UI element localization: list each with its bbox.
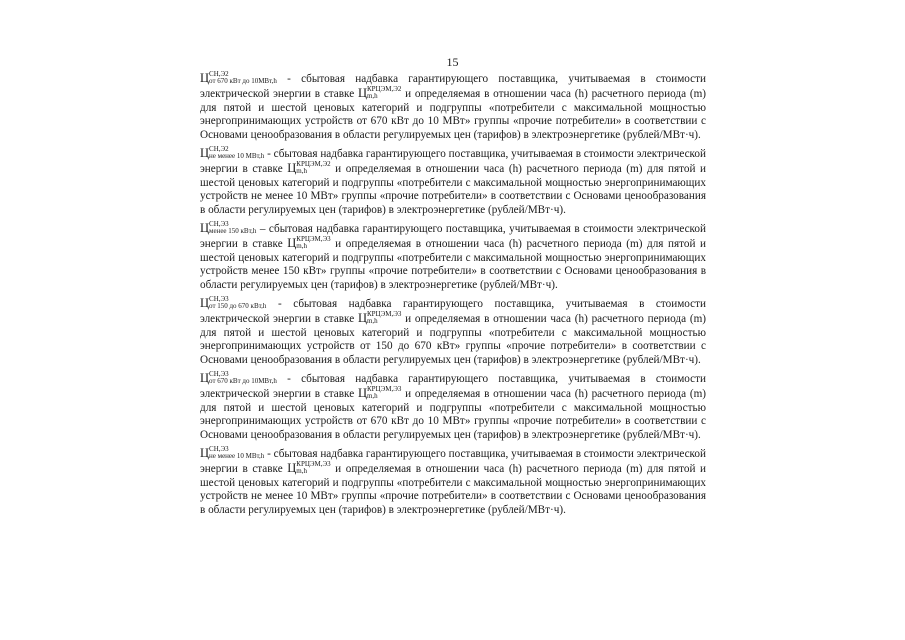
symbol-superscript: СН,Э3 [209, 445, 229, 454]
symbol-superscript: СН,Э3 [209, 295, 229, 304]
symbol-base: Ц [200, 71, 210, 85]
symbol-subscript: менее 150 кВт,h [209, 227, 257, 236]
rate-superscript: КРЦЭМ,Э3 [366, 310, 402, 319]
symbol-base: Ц [200, 145, 210, 160]
definition-paragraph-4 [200, 297, 706, 368]
rate-symbol [358, 87, 401, 102]
markup-symbol [200, 297, 266, 312]
rate-subscript: m,h [296, 167, 307, 176]
symbol-superscript: СН,Э2 [209, 145, 229, 154]
symbol-subscript: не менее 10 МВт,h [209, 152, 265, 161]
definition-text-end: и определяемая в отношении часа (h) расчетного периода (m) для пятой и шестой ценовых категорий и подгруппы «потребители с максимальной мощностью энергопринимающих устройств от 150 до 670 кВт» группы «прочие потребители» в соответствии с Основами ценообразования в области регулируемых цен (тарифов) в электроэнергетике (рублей/МВт·ч). [200, 312, 706, 367]
symbol-superscript: СН,Э3 [209, 220, 229, 229]
rate-subscript: m,h [296, 467, 307, 476]
definition-paragraph-6 [200, 447, 706, 518]
definition-text-end: и определяемая в отношении часа (h) расчетного периода (m) для пятой и шестой ценовых категорий и подгруппы «потребители с максимальной мощностью энергопринимающих устройств менее 150 кВт» группы «прочие потребители» в соответствии с Основами ценообразования в области регулируемых цен (тарифов) в электроэнергетике (рублей/МВт·ч). [200, 237, 706, 292]
definition-text-start: - сбытовая надбавка гарантирующего поставщика, учитываемая в стоимости электрической энергии в ставке [200, 447, 706, 475]
definition-paragraph-1 [200, 72, 706, 143]
definition-paragraph-5 [200, 372, 706, 443]
symbol-superscript: СН,Э3 [209, 370, 229, 379]
definition-text-start: - сбытовая надбавка гарантирующего поставщика, учитываемая в стоимости электрической энергии в ставке [200, 372, 706, 400]
document-body [200, 72, 706, 522]
symbol-subscript: от 150 до 670 кВт,h [209, 302, 267, 311]
markup-symbol [200, 147, 264, 162]
markup-symbol [200, 222, 256, 237]
definition-text-start: - сбытовая надбавка гарантирующего поставщика, учитываемая в стоимости электрической энергии в ставке [200, 147, 706, 175]
rate-symbol [287, 462, 330, 477]
markup-symbol [200, 372, 277, 387]
definition-text-end: и определяемая в отношении часа (h) расчетного периода (m) для пятой и шестой ценовых категорий и подгруппы «потребители с максимальной мощностью энергопринимающих устройств не менее 10 МВт» группы «прочие потребители» в соответствии с Основами ценообразования в области регулируемых цен (тарифов) в электроэнергетике (рублей/МВт·ч). [200, 162, 706, 217]
symbol-superscript: СН,Э2 [209, 70, 229, 79]
rate-superscript: КРЦЭМ,Э2 [296, 160, 331, 169]
page-number: 15 [446, 55, 459, 69]
definition-text-end: и определяемая в отношении часа (h) расчетного периода (m) для пятой и шестой ценовых категорий и подгруппы «потребители с максимальной мощностью энергопринимающих устройств от 670 кВт до 10 МВт» группы «прочие потребители» в соответствии с Основами ценообразования в области регулируемых цен (тарифов) в электроэнергетике (рублей/МВт·ч). [200, 87, 706, 142]
rate-subscript: m,h [366, 92, 378, 101]
definition-text-start: - сбытовая надбавка гарантирующего поставщика, учитываемая в стоимости электрической энергии в ставке [200, 73, 706, 100]
symbol-base: Ц [200, 295, 210, 310]
definition-text-end: и определяемая в отношении часа (h) расчетного периода (m) для пятой и шестой ценовых категорий и подгруппы «потребители с максимальной мощностью энергопринимающих устройств от 670 кВт до 10 МВт» группы «прочие потребители» в соответствии с Основами ценообразования в области регулируемых цен (тарифов) в электроэнергетике (рублей/МВт·ч). [200, 387, 706, 442]
rate-symbol [287, 162, 330, 177]
rate-base: Ц [357, 385, 367, 400]
rate-base: Ц [287, 460, 297, 475]
rate-subscript: m,h [296, 242, 307, 251]
rate-superscript: КРЦЭМ,Э3 [296, 235, 331, 244]
markup-symbol [200, 72, 277, 87]
rate-superscript: КРЦЭМ,Э3 [296, 460, 331, 469]
rate-base: Ц [357, 85, 367, 100]
rate-superscript: КРЦЭМ,Э2 [366, 85, 402, 94]
rate-symbol [287, 237, 330, 252]
definition-paragraph-2 [200, 147, 706, 218]
rate-subscript: m,h [366, 317, 378, 326]
symbol-base: Ц [200, 445, 210, 460]
markup-symbol [200, 447, 264, 462]
symbol-base: Ц [200, 370, 210, 385]
definition-text-end: и определяемая в отношении часа (h) расчетного периода (m) для пятой и шестой ценовых категорий и подгруппы «потребители с максимальной мощностью энергопринимающих устройств не менее 10 МВт» группы «прочие потребители» в соответствии с Основами ценообразования в области регулируемых цен (тарифов) в электроэнергетике (рублей/МВт·ч). [200, 462, 706, 517]
rate-base: Ц [287, 235, 297, 250]
rate-base: Ц [357, 310, 367, 325]
definition-text-start: – сбытовая надбавка гарантирующего поставщика, учитываемая в стоимости электрической энергии в ставке [200, 222, 706, 250]
rate-base: Ц [287, 160, 297, 175]
definition-text-start: - сбытовая надбавка гарантирующего поставщика, учитываемая в стоимости электрической энергии в ставке [200, 297, 706, 325]
symbol-base: Ц [200, 220, 210, 235]
symbol-subscript: от 670 кВт до 10МВт,h [209, 77, 277, 86]
symbol-subscript: от 670 кВт до 10МВт,h [209, 377, 277, 386]
rate-symbol [358, 312, 401, 327]
definition-paragraph-3 [200, 222, 706, 293]
rate-superscript: КРЦЭМ,Э3 [366, 385, 402, 394]
symbol-subscript: не менее 10 МВт,h [209, 452, 265, 461]
rate-symbol [358, 387, 401, 402]
rate-subscript: m,h [366, 392, 378, 401]
